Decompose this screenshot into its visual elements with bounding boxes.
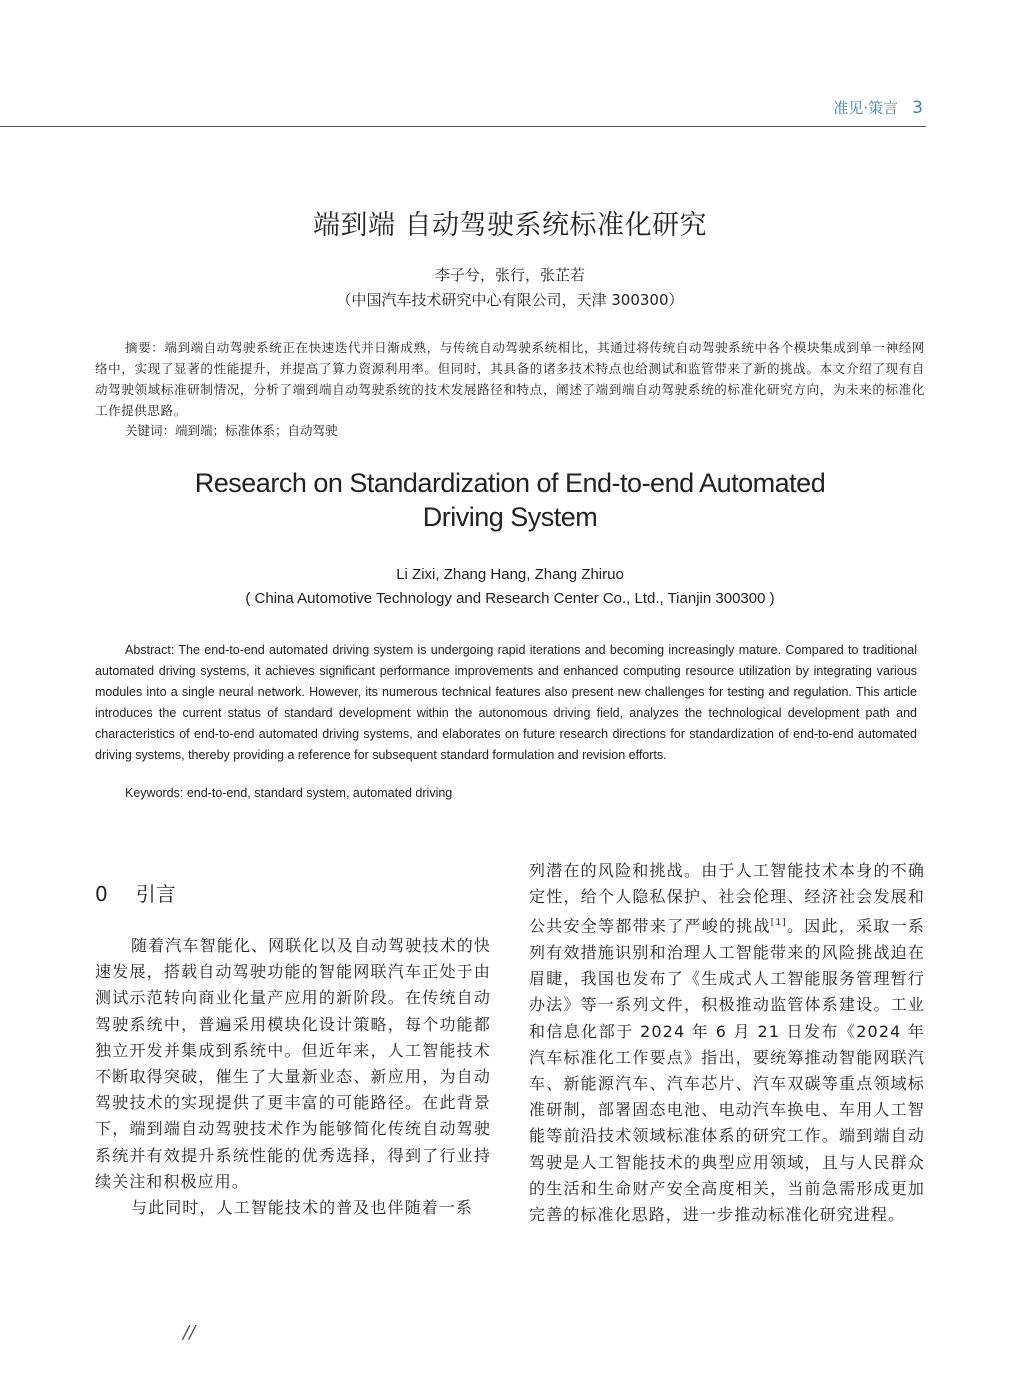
abstract-english: Abstract: The end-to-end automated driving system is undergoing rapid iterations and becoming increasingly mature. Compared to traditional automated driving systems, it achieves significant performance improvements and enhanced computing resource utilization by integrating various modules into a single neural network. However, its numerous technical features also present new challenges for testing and regulation. This article introduces the current status of standard development within the autonomous driving field, analyzes the technological development path and characteristics of end-to-end automated driving systems, and elaborates on future research directions for standardization of end-to-end automated driving systems, thereby providing a reference for subsequent standard formulation and revision efforts.	[95, 643, 917, 762]
section-title: 引言	[135, 882, 176, 906]
keywords-english: Keywords: end-to-end, standard system, automated driving	[125, 786, 453, 800]
keywords-chinese: 关键词：端到端；标准体系；自动驾驶	[125, 423, 338, 438]
title-chinese: 端到端 自动驾驶系统标准化研究	[312, 210, 708, 241]
authors-english: Li Zixi, Zhang Hang, Zhang Zhiruo	[396, 566, 624, 583]
title-english	[0, 466, 1020, 534]
body-paragraph	[529, 858, 925, 1228]
page-number: 3	[912, 98, 923, 118]
section-heading	[95, 878, 176, 907]
title-english-line2: Driving System	[422, 502, 598, 532]
header-section-title: 准见·策言	[833, 99, 899, 117]
title-english-line1: Research on Standardization of End-to-end Automated	[194, 468, 826, 498]
abstract-chinese: 摘要：端到端自动驾驶系统正在快速迭代并日渐成熟，与传统自动驾驶系统相比，其通过将传统自动驾驶系统中各个模块集成到单一神经网络中，实现了显著的性能提升，并提高了算力资源利用率。但同时，其具备的诸多技术特点也给测试和监管带来了新的挑战。本文介绍了现有自动驾驶领域标准研制情况，分析了端到端自动驾驶系统的技术发展路径和特点，阐述了端到端自动驾驶系统的标准化研究方向，为未来的标准化工作提供思路。	[95, 340, 925, 418]
section-number: 0	[95, 882, 108, 906]
body-text: 。因此，采取一系列有效措施识别和治理人工智能带来的风险挑战迫在眉睫，我国也发布了《生成式人工智能服务管理暂行办法》等一系列文件，积极推动监管体系建设。工业和信息化部于 2024 年 6 月 21 日发布《2024 年汽车标准化工作要点》指出，要统筹推动智能网联汽车、新能源汽车、汽车芯片、汽车双碳等重点领域标准研制，部署固态电池、电动汽车换电、车用人工智能等前沿技术领域标准体系的研究工作。端到端自动驾驶是人工智能技术的典型应用领域，且与人民群众的生活和生命财产安全高度相关，当前急需形成更加完善的标准化思路，进一步推动标准化研究进程。	[529, 916, 925, 1224]
citation-ref: [1]	[770, 918, 787, 929]
body-column-left	[95, 933, 491, 1221]
running-header	[833, 97, 923, 118]
body-paragraph: 与此同时，人工智能技术的普及也伴随着一系	[131, 1198, 474, 1218]
body-paragraph: 随着汽车智能化、网联化以及自动驾驶技术的快速发展，搭载自动驾驶功能的智能网联汽车正处于由测试示范转向商业化量产应用的新阶段。在传统自动驾驶系统中，普遍采用模块化设计策略，每个功能都独立开发并集成到系统中。但近年来，人工智能技术不断取得突破，催生了大量新业态、新应用，为自动驾驶技术的实现提供了更丰富的可能路径。在此背景下，端到端自动驾驶技术作为能够简化传统自动驾驶系统并有效提升系统性能的优秀选择，得到了行业持续关注和积极应用。	[95, 936, 491, 1191]
affiliation-english: ( China Automotive Technology and Research Center Co., Ltd., Tianjin 300300 )	[245, 590, 775, 607]
authors-chinese: 李子兮，张行，张芷若	[434, 266, 585, 284]
affiliation-chinese: （中国汽车技术研究中心有限公司，天津 300300）	[336, 291, 684, 309]
body-column-right	[529, 858, 925, 1228]
footer-mark: //	[183, 1322, 196, 1343]
body-text: 列潜在的风险和挑战。由于人工智能技术本身的不确定性，给个人隐私保护、社会伦理、经济社会发展和公共安全等都带来了严峻的挑战	[529, 861, 925, 936]
header-rule	[0, 126, 926, 127]
